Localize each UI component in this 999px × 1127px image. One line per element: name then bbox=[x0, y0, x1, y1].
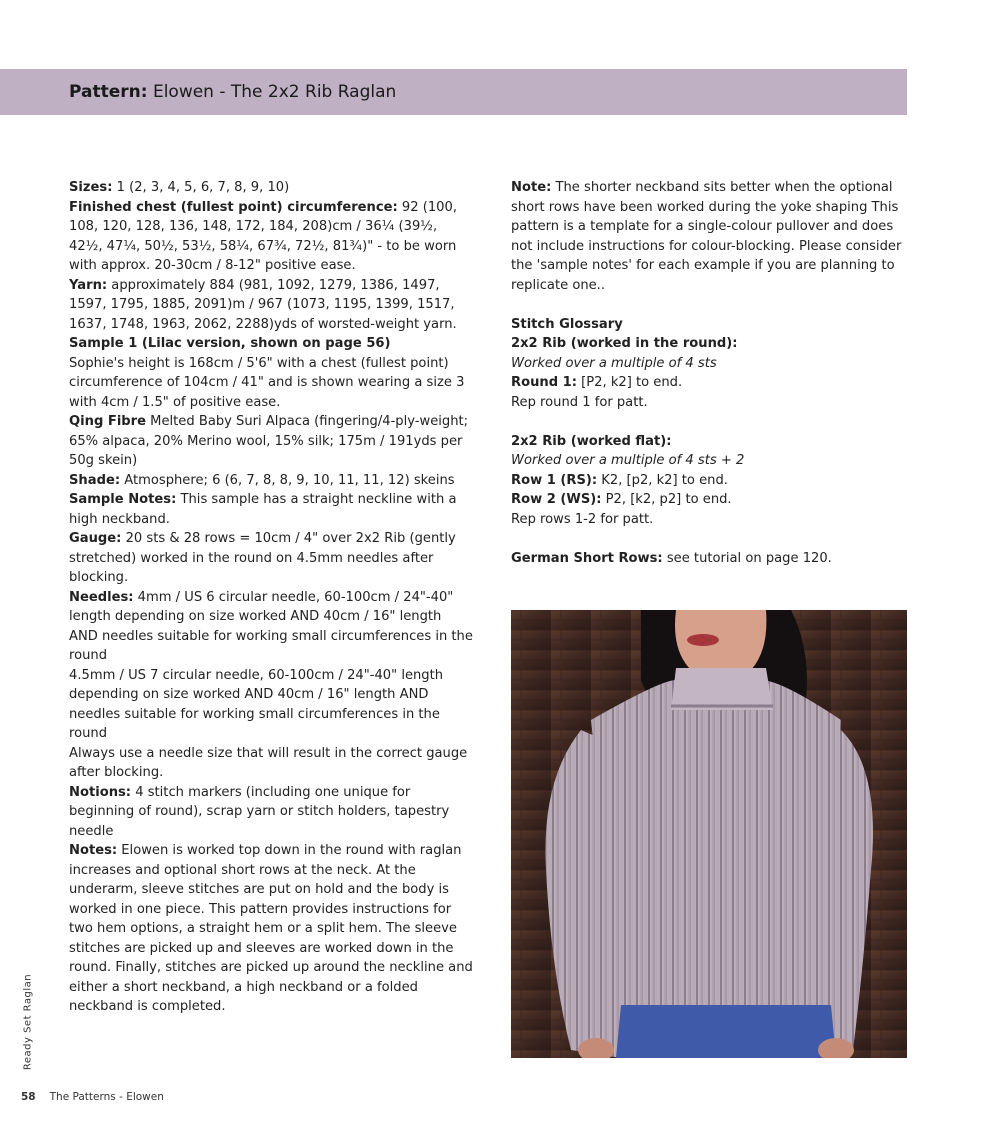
detail-model-info bbox=[69, 354, 474, 413]
detail-chest bbox=[69, 198, 474, 276]
detail-label: Sample 1 (Lilac version, shown on page 56) bbox=[69, 336, 391, 351]
page-title-text: Elowen - The 2x2 Rib Raglan bbox=[152, 82, 397, 102]
glossary-title bbox=[511, 315, 907, 335]
detail-label: Finished chest (fullest point) circumference: bbox=[69, 199, 398, 215]
sweater-photo-illustration bbox=[511, 610, 907, 1058]
detail-sample-heading bbox=[69, 334, 474, 354]
detail-label: Shade: bbox=[69, 472, 121, 488]
rib-round-title-text: 2x2 Rib (worked in the round): bbox=[511, 336, 738, 351]
row-2-label: Row 2 (WS): bbox=[511, 492, 602, 507]
detail-label: Notes: bbox=[69, 843, 118, 858]
page-title bbox=[69, 80, 396, 104]
stitch-glossary-column bbox=[511, 178, 907, 568]
detail-label: Yarn: bbox=[69, 277, 108, 293]
detail-text: 4.5mm / US 7 circular needle, 60-100cm / 24"-40" length depending on size worked AND 40cm / 16" length AND needles suitable for working small circumferences in the round bbox=[69, 667, 444, 741]
book-title-vertical: Ready Set Raglan bbox=[22, 973, 34, 1071]
detail-needles-alt bbox=[69, 666, 474, 744]
round-1-label: Round 1: bbox=[511, 375, 577, 390]
detail-text: Elowen is worked top down in the round with raglan increases and optional short rows at the neck. At the underarm, sleeve stitches are put on hold and the body is worked in one piece. This pattern provides instructions for two hem options, a straight hem or a split hem. The sleeve stitches are picked up and sleeves are worked down in the round. Finally, stitches are picked up around the neckline and either a short neckband, a high neckband or a folded neckband is completed. bbox=[69, 843, 473, 1014]
sweater-photo bbox=[511, 610, 907, 1058]
rib-round-multiple-text: Worked over a multiple of 4 sts bbox=[511, 355, 717, 371]
detail-yarn-brand bbox=[69, 412, 474, 471]
detail-text: 4mm / US 6 circular needle, 60-100cm / 24"-40" length depending on size worked AND 40cm / 16" length AND needles suitable for working small circumferences in the round bbox=[69, 589, 473, 663]
detail-label: Sample Notes: bbox=[69, 492, 177, 507]
detail-text: Atmosphere; 6 (6, 7, 8, 8, 9, 10, 11, 11, 12) skeins bbox=[120, 472, 455, 488]
short-rows-text: see tutorial on page 120. bbox=[662, 550, 832, 566]
rib-flat-title bbox=[511, 432, 907, 452]
detail-text: 1 (2, 3, 4, 5, 6, 7, 8, 9, 10) bbox=[112, 180, 290, 195]
glossary-title-text: Stitch Glossary bbox=[511, 316, 623, 332]
detail-text: Melted Baby Suri Alpaca (fingering/4-ply-weight; 65% alpaca, 20% Merino wool, 15% silk; 175m / 191yds per 50g skein) bbox=[69, 414, 469, 468]
detail-text: 92 (100, 108, 120, 128, 136, 148, 172, 184, 208)cm / 36¼ (39½, 42½, 47¼, 50½, 53½, 58¼, 67¾, 72½, 81¾)" - to be worn with approx. 20-30cm / 8-12" positive ease. bbox=[69, 199, 457, 273]
detail-needles-note bbox=[69, 744, 474, 783]
rib-flat-title-text: 2x2 Rib (worked flat): bbox=[511, 433, 672, 449]
pattern-details-column bbox=[69, 178, 474, 1017]
row-2-text: P2, [k2, p2] to end. bbox=[601, 492, 732, 507]
detail-text: Always use a needle size that will result in the correct gauge after blocking. bbox=[69, 745, 468, 780]
detail-sample-notes bbox=[69, 490, 474, 529]
detail-text: 4 stitch markers (including one unique for beginning of round), scrap yarn or stitch holders, tapestry needle bbox=[69, 784, 450, 839]
detail-text: approximately 884 (981, 1092, 1279, 1386, 1497, 1597, 1795, 1885, 2091)m / 967 (1073, 1195, 1399, 1517, 1637, 1748, 1963, 2062, 2288)yds of worsted-weight yarn. bbox=[69, 277, 457, 332]
detail-notions bbox=[69, 783, 474, 842]
short-rows-reference bbox=[511, 549, 907, 569]
detail-text: Sophie's height is 168cm / 5'6" with a chest (fullest point) circumference of 104cm / 41" and is shown wearing a size 3 with 4cm / 1.5" of positive ease. bbox=[69, 355, 465, 410]
rows-repeat: Rep rows 1-2 for patt. bbox=[511, 511, 654, 527]
detail-sizes bbox=[69, 178, 474, 198]
detail-label: Needles: bbox=[69, 589, 134, 605]
detail-label: Gauge: bbox=[69, 531, 122, 546]
detail-label: Qing Fibre bbox=[69, 414, 147, 429]
detail-gauge bbox=[69, 529, 474, 588]
detail-text: 20 sts & 28 rows = 10cm / 4" over 2x2 Rib (gently stretched) worked in the round on 4.5mm needles after blocking. bbox=[69, 531, 456, 585]
note-label: Note: bbox=[511, 180, 552, 195]
footer-section: The Patterns - Elowen bbox=[49, 1091, 164, 1103]
row-1-label: Row 1 (RS): bbox=[511, 472, 598, 488]
rib-flat-multiple bbox=[511, 451, 907, 471]
rib-round-multiple bbox=[511, 354, 907, 374]
detail-label: Notions: bbox=[69, 784, 132, 800]
rib-flat-multiple-text: Worked over a multiple of 4 sts + 2 bbox=[511, 453, 745, 468]
page-number: 58 bbox=[21, 1091, 36, 1103]
detail-notes bbox=[69, 841, 474, 1017]
rib-round-title bbox=[511, 334, 907, 354]
detail-label: Sizes: bbox=[69, 180, 113, 195]
round-1-instruction bbox=[511, 373, 907, 393]
page-title-label: Pattern: bbox=[69, 82, 148, 102]
note-paragraph bbox=[511, 178, 907, 295]
row-2-instruction bbox=[511, 490, 907, 510]
detail-text: This sample has a straight neckline with a high neckband. bbox=[69, 492, 457, 527]
row-1-text: K2, [p2, k2] to end. bbox=[597, 472, 728, 488]
short-rows-label: German Short Rows: bbox=[511, 550, 663, 566]
detail-needles bbox=[69, 588, 474, 666]
note-text: The shorter neckband sits better when the optional short rows have been worked during the yoke shaping This pattern is a template for a single-colour pullover and does not include instructions for colour-blocking. Please consider the 'sample notes' for each example if you are planning to replicate one.. bbox=[511, 180, 902, 293]
detail-shade bbox=[69, 471, 474, 491]
page-footer bbox=[21, 1091, 164, 1103]
row-1-instruction bbox=[511, 471, 907, 491]
round-repeat: Rep round 1 for patt. bbox=[511, 394, 648, 410]
round-1-text: [P2, k2] to end. bbox=[577, 375, 683, 390]
detail-yarn bbox=[69, 276, 474, 335]
